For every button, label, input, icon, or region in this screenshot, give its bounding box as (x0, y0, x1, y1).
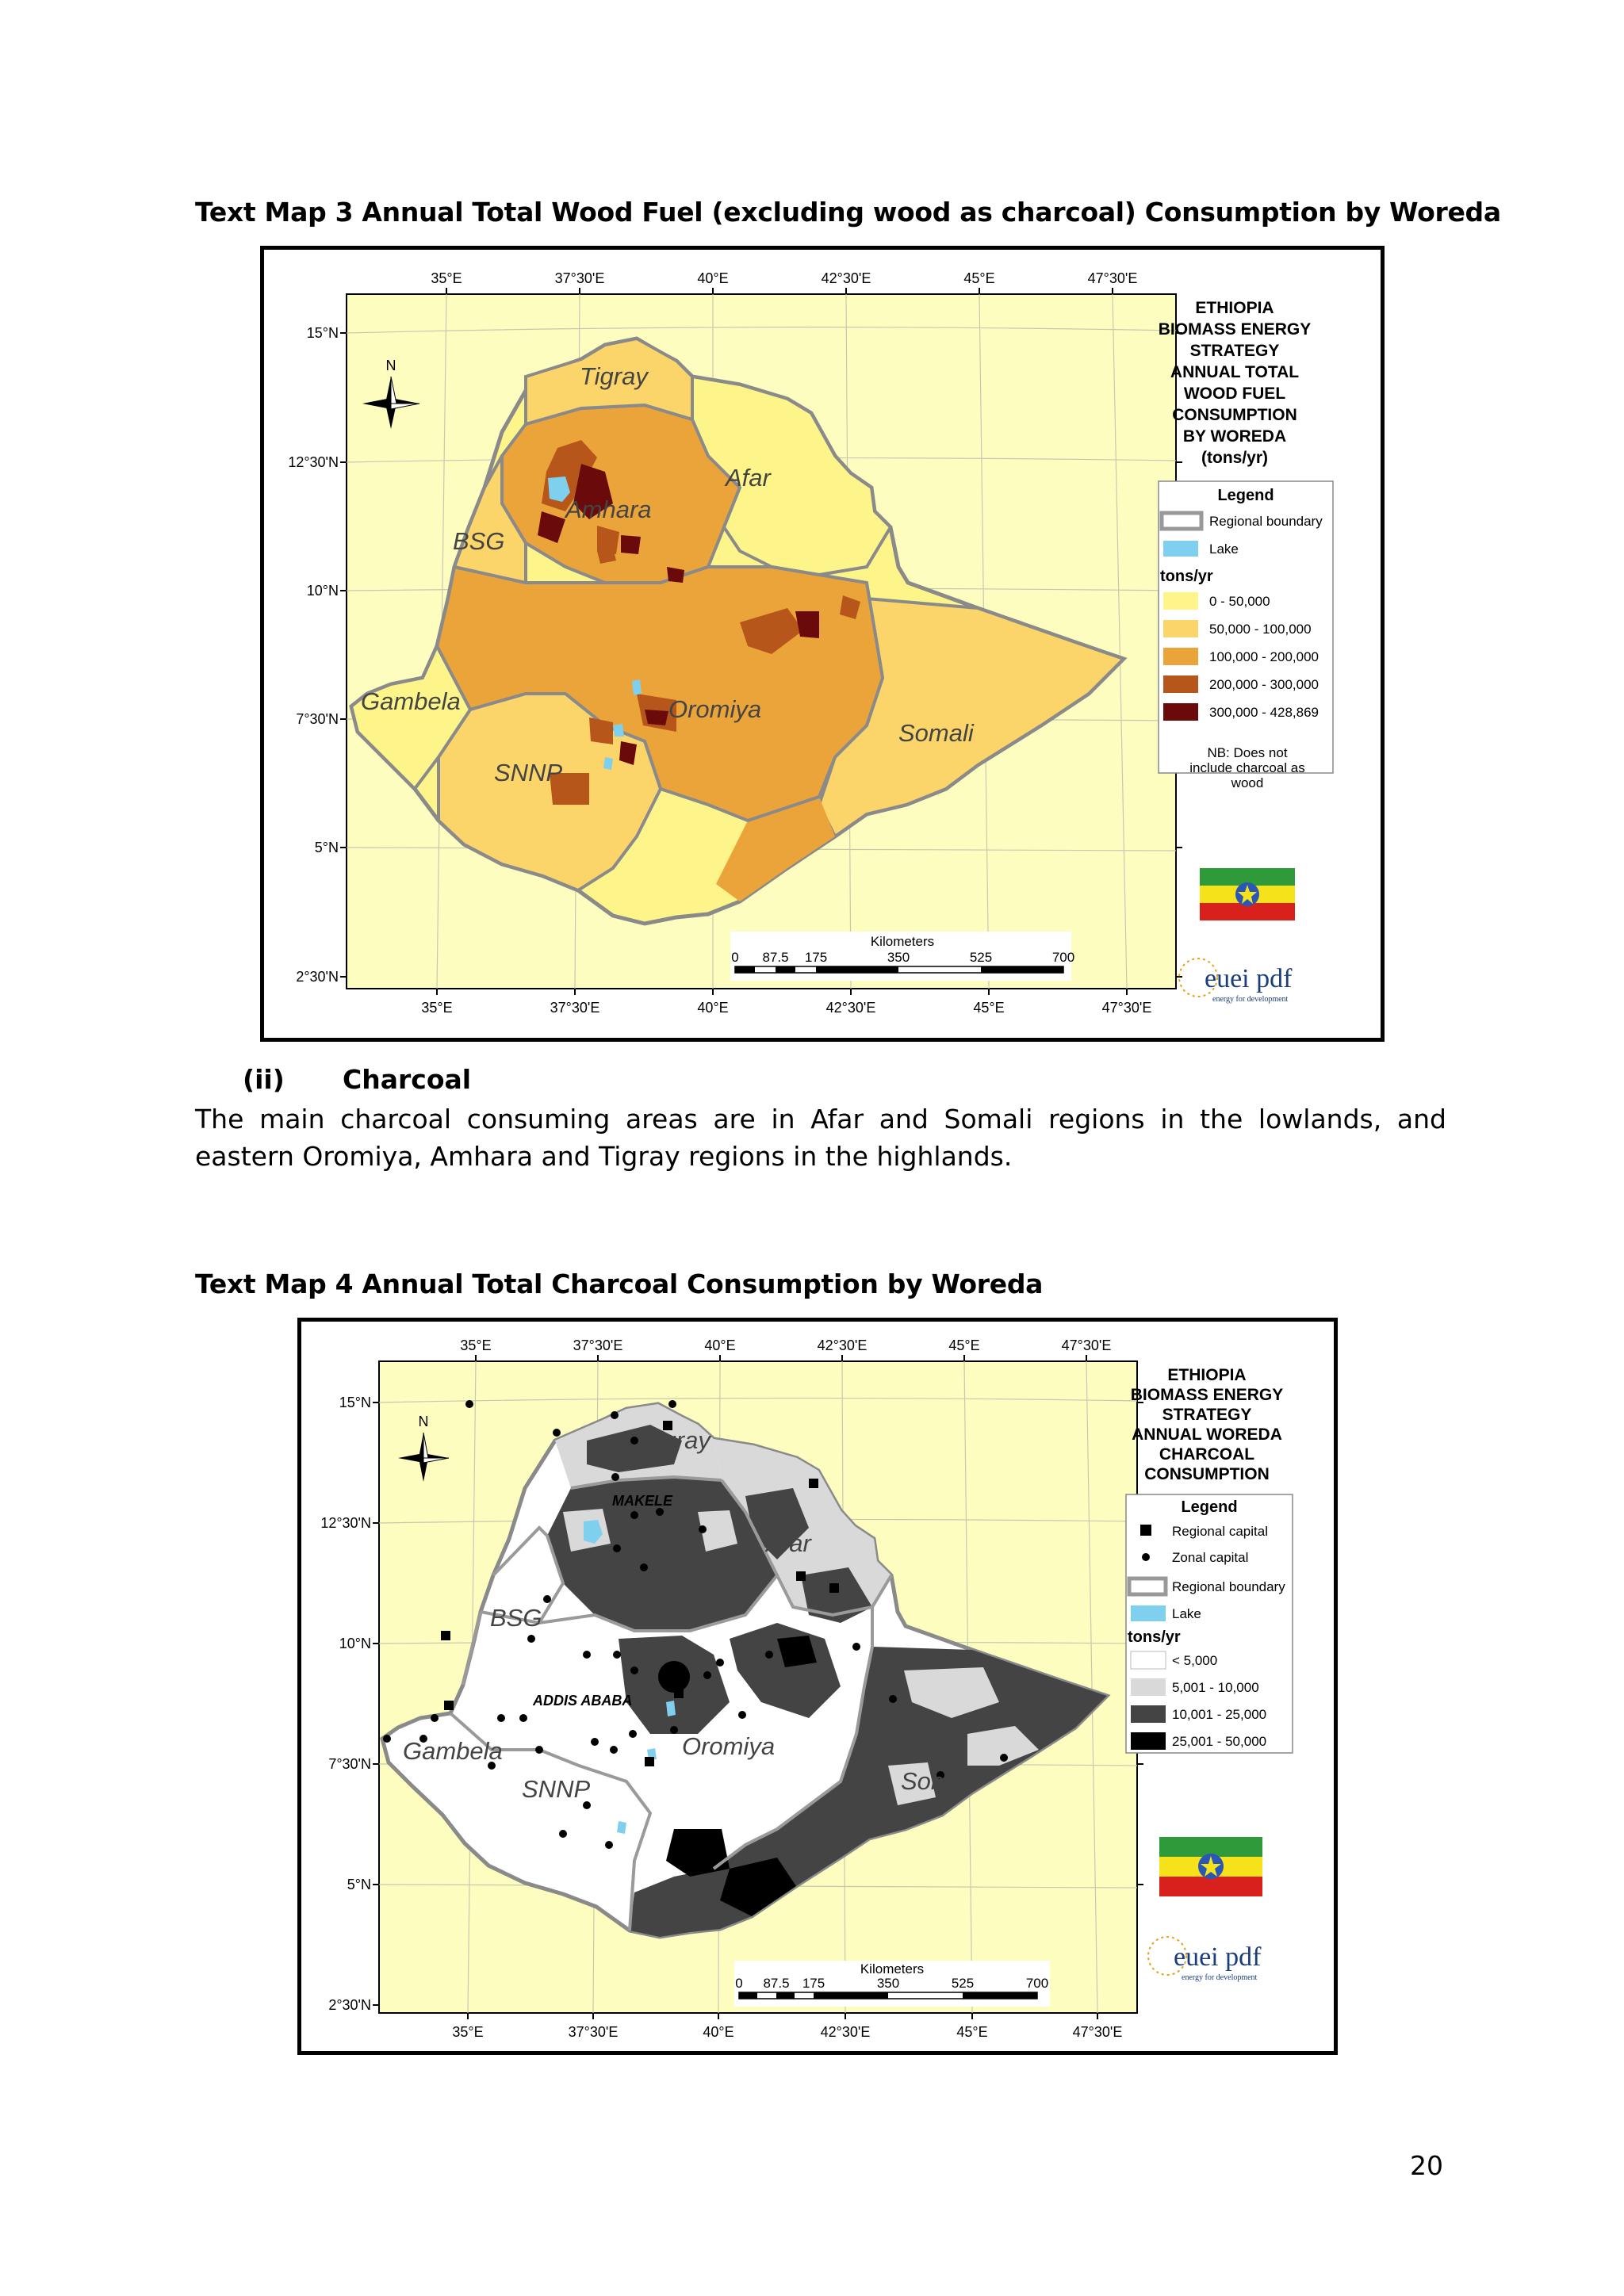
svg-text:Lake: Lake (1172, 1606, 1201, 1621)
svg-text:175: 175 (802, 1976, 825, 1991)
svg-text:WOOD FUEL: WOOD FUEL (1183, 385, 1286, 403)
map4-legend (1126, 1494, 1293, 1753)
map4-lon-bottom-3: 42°30'E (820, 2024, 871, 2040)
svg-text:700: 700 (1025, 1976, 1049, 1991)
map4-lon-top-0: 35°E (460, 1337, 492, 1353)
svg-text:0: 0 (735, 1976, 743, 1991)
map4-svg (301, 1322, 1334, 2051)
map4-label-oromiya: Oromiya (682, 1732, 776, 1760)
section-title: Charcoal (343, 1064, 472, 1095)
map3-svg (264, 250, 1381, 1038)
map4-label-gambela: Gambela (403, 1737, 503, 1765)
svg-text:include charcoal as: include charcoal as (1189, 760, 1305, 775)
map4-lon-top-4: 45°E (948, 1337, 980, 1353)
map3-lon-top-5: 47°30'E (1087, 270, 1138, 286)
svg-text:energy for development: energy for development (1182, 1973, 1258, 1982)
svg-text:525: 525 (951, 1976, 975, 1991)
svg-text:0: 0 (731, 950, 739, 965)
svg-text:BY WOREDA: BY WOREDA (1182, 427, 1287, 446)
map3-lon-top-0: 35°E (431, 270, 462, 286)
map3-north-letter: N (385, 358, 396, 373)
map4-label-amhara: Amhara (619, 1534, 705, 1562)
map3-frame (260, 246, 1385, 1042)
map3-lat-3: 7°30'N (296, 711, 339, 727)
svg-text:euei pdf: euei pdf (1205, 964, 1293, 993)
map3-caption: Text Map 3 Annual Total Wood Fuel (excluding wood as charcoal) Consumption by Woreda (195, 197, 1501, 228)
map3-legend (1159, 481, 1333, 790)
map4-scale-bar (734, 1961, 1050, 2007)
svg-text:87.5: 87.5 (762, 950, 789, 965)
svg-text:Regional capital: Regional capital (1172, 1524, 1268, 1539)
map3-lon-top-3: 42°30'E (821, 270, 871, 286)
map4-map-title (1131, 1366, 1284, 1483)
map3-lat-4: 5°N (314, 840, 339, 855)
svg-text:350: 350 (887, 950, 910, 965)
svg-text:175: 175 (804, 950, 828, 965)
map3-label-gambela: Gambela (361, 687, 461, 715)
map4-city-addis-ababa: ADDIS ABABA (533, 1693, 633, 1709)
map4-lon-bottom-2: 40°E (703, 2024, 734, 2040)
map3-lat-1: 12°30'N (288, 454, 339, 470)
map3-label-amhara: Amhara (565, 496, 652, 523)
svg-text:(tons/yr): (tons/yr) (1201, 449, 1268, 467)
svg-text:200,000 - 300,000: 200,000 - 300,000 (1209, 677, 1320, 692)
svg-text:700: 700 (1051, 950, 1075, 965)
map4-ethiopia-flag (1159, 1837, 1262, 1896)
svg-text:Regional boundary: Regional boundary (1209, 514, 1323, 529)
map3-lon-top-1: 37°30'E (554, 270, 605, 286)
svg-text:tons/yr: tons/yr (1160, 568, 1213, 585)
svg-text:CONSUMPTION: CONSUMPTION (1144, 1465, 1270, 1483)
section-paragraph: The main charcoal consuming areas are in Afar and Somali regions in the lowlands, and eastern Oromiya, Amhara and Tigray regions in the highlands. (195, 1104, 1446, 1172)
section-number: (ii) (243, 1064, 285, 1095)
svg-text:100,000 - 200,000: 100,000 - 200,000 (1209, 649, 1320, 664)
map4-label-afar: Afar (766, 1529, 811, 1557)
map4-lon-top-3: 42°30'E (817, 1337, 868, 1353)
svg-text:Zonal capital: Zonal capital (1172, 1550, 1249, 1565)
map4-lon-bottom-4: 45°E (956, 2024, 988, 2040)
map3-label-afar: Afar (726, 464, 771, 492)
map4-lon-top-1: 37°30'E (573, 1337, 623, 1353)
svg-text:< 5,000: < 5,000 (1172, 1653, 1218, 1668)
map3-lon-bottom-4: 45°E (973, 1000, 1005, 1016)
map4-label-bsg: BSG (490, 1604, 542, 1632)
svg-text:NB: Does not: NB: Does not (1207, 745, 1288, 760)
map4-city-makele: MAKELE (612, 1493, 672, 1509)
svg-text:87.5: 87.5 (763, 1976, 790, 1991)
map3-label-somali: Somali (898, 719, 974, 747)
map4-lat-5: 2°30'N (328, 1997, 371, 2013)
svg-text:5,001 - 10,000: 5,001 - 10,000 (1172, 1680, 1259, 1695)
svg-text:tons/yr: tons/yr (1128, 1628, 1181, 1646)
map4-addis-ababa-marker (658, 1661, 690, 1693)
map3-map-title (1159, 299, 1312, 467)
map4-frame (297, 1318, 1338, 2055)
map4-lat-1: 12°30'N (320, 1515, 371, 1531)
svg-text:Regional boundary: Regional boundary (1172, 1579, 1285, 1594)
map3-scale-title: Kilometers (870, 934, 935, 949)
svg-text:CONSUMPTION: CONSUMPTION (1172, 406, 1297, 424)
map4-lat-3: 7°30'N (328, 1756, 371, 1772)
svg-text:50,000 - 100,000: 50,000 - 100,000 (1209, 622, 1312, 637)
svg-text:euei pdf: euei pdf (1174, 1942, 1262, 1972)
map4-label-snnp: SNNP (522, 1775, 591, 1803)
svg-text:STRATEGY: STRATEGY (1162, 1406, 1252, 1424)
svg-text:CHARCOAL: CHARCOAL (1159, 1445, 1255, 1464)
svg-text:525: 525 (969, 950, 993, 965)
map3-lon-top-4: 45°E (963, 270, 995, 286)
svg-text:ANNUAL WOREDA: ANNUAL WOREDA (1132, 1425, 1282, 1444)
map3-lat-0: 15°N (306, 325, 339, 341)
map4-label-somali: Somali (901, 1767, 976, 1795)
map4-lon-top-5: 47°30'E (1061, 1337, 1112, 1353)
map4-lon-bottom-0: 35°E (452, 2024, 484, 2040)
svg-text:BIOMASS ENERGY: BIOMASS ENERGY (1130, 1386, 1284, 1404)
svg-text:STRATEGY: STRATEGY (1189, 342, 1280, 360)
svg-text:300,000 - 428,869: 300,000 - 428,869 (1209, 705, 1320, 720)
svg-text:350: 350 (876, 1976, 900, 1991)
map3-label-snnp: SNNP (494, 759, 563, 786)
map3-label-bsg: BSG (453, 527, 505, 555)
svg-text:BIOMASS ENERGY: BIOMASS ENERGY (1158, 320, 1312, 339)
map4-north-letter: N (418, 1414, 429, 1429)
svg-text:ANNUAL TOTAL: ANNUAL TOTAL (1170, 363, 1300, 381)
map4-lon-top-2: 40°E (704, 1337, 736, 1353)
svg-text:0 - 50,000: 0 - 50,000 (1209, 594, 1270, 609)
map4-lat-0: 15°N (339, 1395, 371, 1410)
map3-euei-logo (1179, 959, 1293, 1004)
map3-ethiopia-flag (1200, 868, 1295, 920)
svg-text:Lake: Lake (1209, 541, 1239, 557)
svg-text:wood: wood (1231, 775, 1264, 790)
map4-label-tigray: Tigray (642, 1426, 710, 1454)
map3-lon-bottom-2: 40°E (697, 1000, 729, 1016)
map3-lat-2: 10°N (306, 583, 339, 599)
map3-scale-bar (730, 932, 1074, 981)
map4-caption: Text Map 4 Annual Total Charcoal Consumption by Woreda (195, 1269, 1044, 1299)
svg-text:Legend: Legend (1181, 1498, 1238, 1516)
map3-label-tigray: Tigray (580, 362, 648, 390)
svg-text:Legend: Legend (1217, 487, 1274, 504)
map3-lon-bottom-1: 37°30'E (550, 1000, 600, 1016)
page-number: 20 (1410, 2150, 1443, 2181)
map4-lon-bottom-5: 47°30'E (1072, 2024, 1123, 2040)
map4-lon-bottom-1: 37°30'E (568, 2024, 619, 2040)
svg-text:ETHIOPIA: ETHIOPIA (1195, 299, 1274, 317)
svg-text:25,001 - 50,000: 25,001 - 50,000 (1172, 1734, 1267, 1749)
map4-lat-4: 5°N (347, 1877, 371, 1892)
map4-scale-title: Kilometers (860, 1961, 925, 1976)
map4-euei-logo (1148, 1937, 1262, 1982)
map3-lon-top-2: 40°E (697, 270, 729, 286)
svg-text:energy for development: energy for development (1212, 995, 1289, 1004)
map3-lon-bottom-0: 35°E (421, 1000, 453, 1016)
svg-text:ETHIOPIA: ETHIOPIA (1167, 1366, 1247, 1384)
svg-text:10,001 - 25,000: 10,001 - 25,000 (1172, 1707, 1267, 1722)
map4-lat-2: 10°N (339, 1636, 371, 1651)
map3-lon-bottom-5: 47°30'E (1101, 1000, 1152, 1016)
map3-lat-5: 2°30'N (296, 969, 339, 985)
map3-label-oromiya: Oromiya (668, 695, 762, 723)
map3-lon-bottom-3: 42°30'E (825, 1000, 876, 1016)
